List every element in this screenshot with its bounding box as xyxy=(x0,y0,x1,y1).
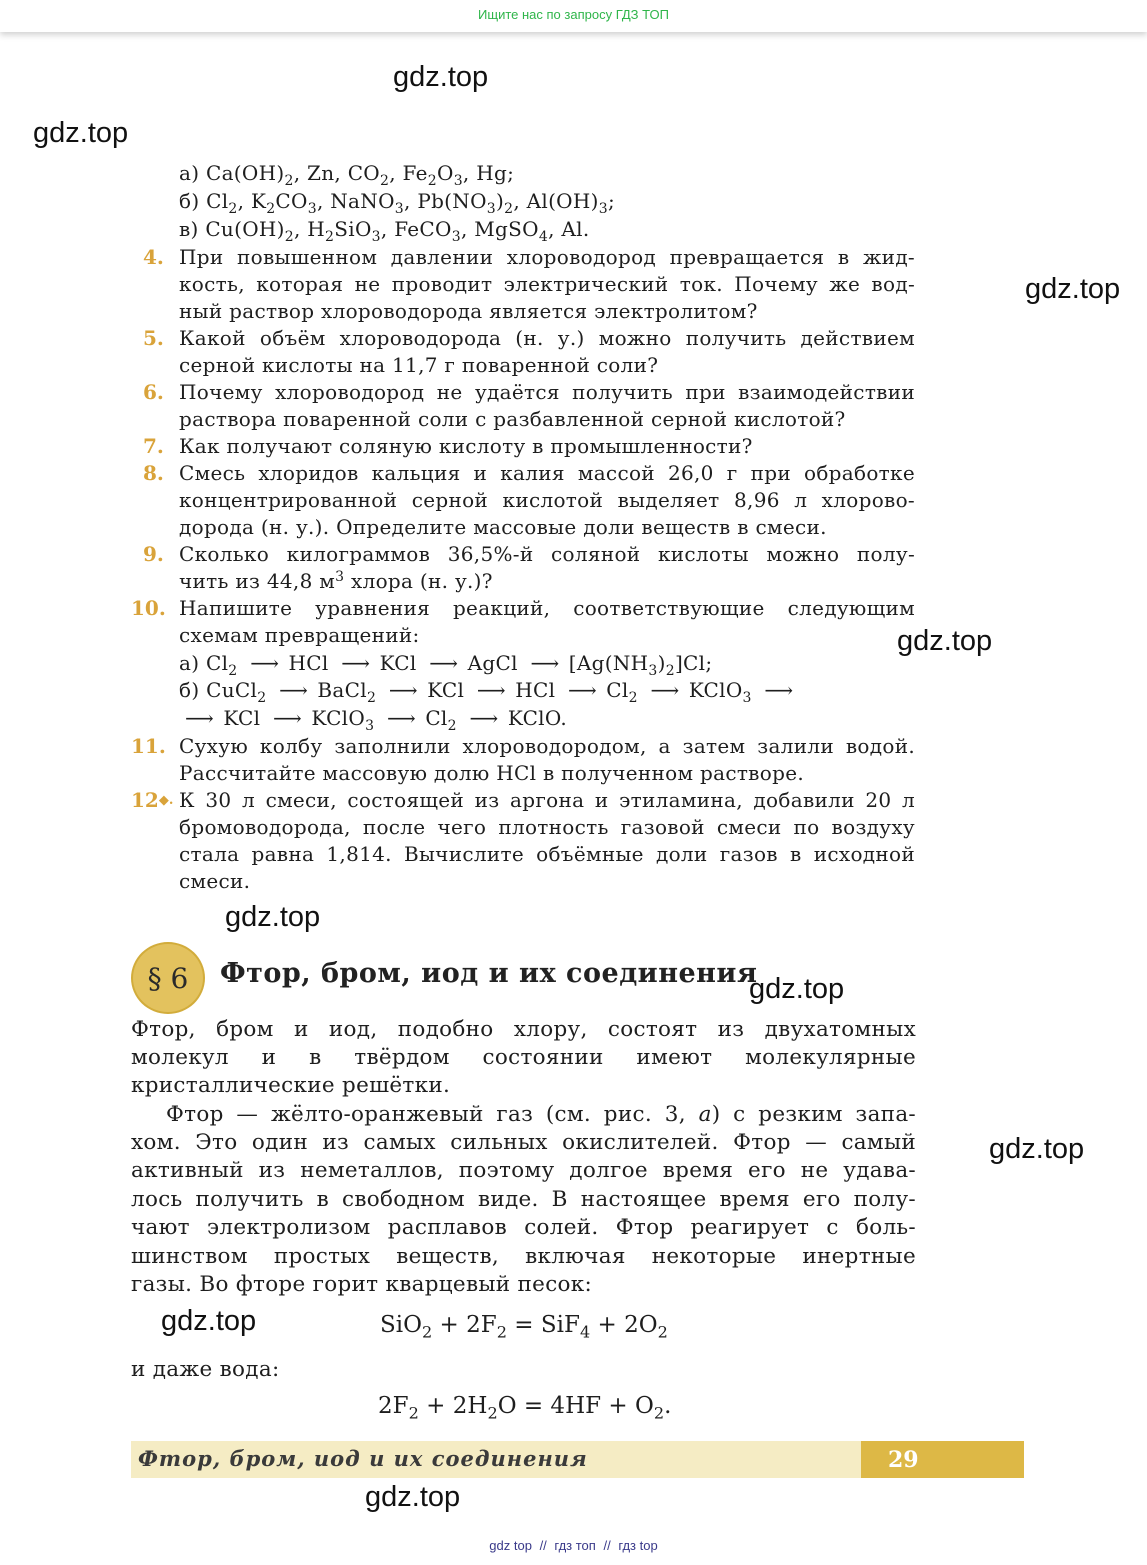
body-text: кристаллические решётки. xyxy=(131,1073,451,1098)
watermark: gdz.top xyxy=(749,973,845,1005)
body-text: Фтор, бром и иод, подобно хлору, состоят из двухатомных xyxy=(131,1017,916,1042)
bottom-link[interactable]: гдз топ xyxy=(554,1538,596,1553)
question-text: Рассчитайте массовую долю HCl в полученном растворе. xyxy=(179,761,804,785)
arrow-icon: ⟶ xyxy=(185,706,211,730)
watermark: gdz.top xyxy=(989,1133,1085,1165)
body-text: и даже вода: xyxy=(131,1357,280,1382)
exercise-line-a: а) $Ca(OH)_2$, Zn, $CO_2$, $Fe_2O_3$, Hg; xyxy=(179,161,515,189)
watermark: gdz.top xyxy=(393,61,489,93)
top-banner-text: Ищите нас по запросу ГДЗ ТОП xyxy=(478,7,669,22)
question-number: 6. xyxy=(143,380,164,404)
question-text: дорода (н. у.). Определите массовые доли веществ в смеси. xyxy=(179,515,827,539)
separator: // xyxy=(539,1538,547,1553)
bottom-link[interactable]: gdz top xyxy=(489,1538,532,1553)
body-text: газы. Во фторе горит кварцевый песок: xyxy=(131,1272,593,1297)
footer-title: Фтор, бром, иод и их соединения xyxy=(138,1446,588,1471)
body-text: хом. Это один из самых сильных окислителей. Фтор — самый xyxy=(131,1130,916,1155)
question-text: серной кислоты на 11,7 г поваренной соли? xyxy=(179,353,659,377)
watermark: gdz.top xyxy=(365,1481,461,1513)
question-text: смеси. xyxy=(179,869,251,893)
question-number: 7. xyxy=(143,434,164,458)
section-number: § 6 xyxy=(147,961,189,995)
question-number: 8. xyxy=(143,461,164,485)
question-number: 12◆. xyxy=(131,788,174,812)
reaction-scheme-b: б) CuCl$_2$ ⟶ BaCl$_2$ ⟶ KCl ⟶ HCl ⟶ $Cl_2$ ⟶ KClO$_3$ ⟶ xyxy=(179,677,796,704)
exercise-line-b: б) $Cl_2$, $K_2CO_3$, NaNO$_3$, $Pb(NO_3)_2$, $Al(OH)_3$; xyxy=(179,189,615,217)
section-title: Фтор, бром, иод и их соединения xyxy=(220,958,758,989)
arrow-icon: ⟶ xyxy=(250,651,276,675)
reaction-scheme-c: ⟶ KCl ⟶ KClO$_3$ ⟶ $Cl_2$ ⟶ KClO. xyxy=(179,705,567,732)
watermark: gdz.top xyxy=(161,1305,257,1337)
equation: $SiO_2 + 2F_2 = SiF_4 + 2O_2$ xyxy=(380,1312,668,1342)
question-text: Почему хлороводород не удаётся получить при взаимодействии xyxy=(179,380,915,404)
section-badge xyxy=(131,942,205,1014)
equation: $2F_2 + 2H_2O = 4HF + O_2$. xyxy=(378,1393,672,1423)
question-text: Смесь хлоридов кальция и калия массой 26,0 г при обработке xyxy=(179,461,915,485)
watermark: gdz.top xyxy=(897,625,993,657)
body-text: Фтор — жёлто-оранжевый газ (см. рис. 3, а) с резким запа- xyxy=(166,1102,916,1127)
question-text: ный раствор хлороводорода является электролитом? xyxy=(179,299,758,323)
question-text: схемам превращений: xyxy=(179,623,420,647)
arrow-icon: ⟶ xyxy=(650,678,677,702)
arrow-icon: ⟶ xyxy=(388,678,415,702)
question-text: Сухую колбу заполнили хлороводородом, а затем залили водой. xyxy=(179,734,915,758)
arrow-icon: ⟶ xyxy=(476,678,503,702)
question-number: 9. xyxy=(143,542,164,566)
bottom-links xyxy=(0,1538,1147,1553)
arrow-icon: ⟶ xyxy=(567,678,594,702)
question-text: раствора поваренной соли с разбавленной серной кислотой? xyxy=(179,407,846,431)
arrow-icon: ⟶ xyxy=(386,706,413,730)
body-text: лось получить в свободном виде. В настоящее время его полу- xyxy=(131,1187,916,1212)
diamond-icon: ◆. xyxy=(158,793,174,808)
question-text: Сколько килограммов 36,5%-й соляной кислоты можно полу- xyxy=(179,542,915,566)
arrow-icon: ⟶ xyxy=(764,678,791,702)
question-text: При повышенном давлении хлороводород превращается в жид- xyxy=(179,245,915,269)
bottom-link[interactable]: гдз top xyxy=(618,1538,658,1553)
question-text: стала равна 1,814. Вычислите объёмные доли газов в исходной xyxy=(179,842,915,866)
watermark: gdz.top xyxy=(33,117,129,149)
arrow-icon: ⟶ xyxy=(279,678,305,702)
question-text: К 30 л смеси, состоящей из аргона и этиламина, добавили 20 л xyxy=(179,788,915,812)
arrow-icon: ⟶ xyxy=(429,651,455,675)
question-number: 10. xyxy=(131,596,166,620)
arrow-icon: ⟶ xyxy=(530,651,557,675)
page-number: 29 xyxy=(888,1446,919,1473)
separator: // xyxy=(603,1538,611,1553)
arrow-icon: ⟶ xyxy=(469,706,496,730)
question-text: концентрированной серной кислотой выделяет 8,96 л хлорово- xyxy=(179,488,915,512)
body-text: чают электролизом расплавов солей. Фтор реагирует с боль- xyxy=(131,1215,916,1240)
body-text: активный из неметаллов, поэтому долгое время его не удава- xyxy=(131,1158,916,1183)
page-number-box xyxy=(861,1441,1024,1478)
body-text: шинством простых веществ, включая некоторые инертные xyxy=(131,1244,916,1269)
watermark: gdz.top xyxy=(1025,273,1121,305)
question-text: Какой объём хлороводорода (н. у.) можно получить действием xyxy=(179,326,915,350)
arrow-icon: ⟶ xyxy=(273,706,299,730)
question-number: 4. xyxy=(143,245,164,269)
question-text: Напишите уравнения реакций, соответствующие следующим xyxy=(179,596,915,620)
question-text: кость, которая не проводит электрический ток. Почему же вод- xyxy=(179,272,915,296)
body-text: молекул и в твёрдом состоянии имеют молекулярные xyxy=(131,1045,916,1070)
reaction-scheme-a: а) $Cl_2$ ⟶ HCl ⟶ KCl ⟶ AgCl ⟶ $[Ag(NH_3)_2]Cl$; xyxy=(179,651,713,679)
arrow-icon: ⟶ xyxy=(341,651,367,675)
question-text: чить из 44,8 $м^3$ хлора (н. у.)? xyxy=(179,569,493,593)
question-number: 11. xyxy=(131,734,166,758)
top-banner xyxy=(0,0,1147,32)
watermark: gdz.top xyxy=(225,901,321,933)
question-text: Как получают соляную кислоту в промышленности? xyxy=(179,434,753,458)
question-text: бромоводорода, после чего плотность газовой смеси по воздуху xyxy=(179,815,915,839)
exercise-line-v: в) $Cu(OH)_2$, $H_2SiO_3$, FeCO$_3$, MgSO$_4$, Al. xyxy=(179,217,590,245)
question-number: 5. xyxy=(143,326,164,350)
